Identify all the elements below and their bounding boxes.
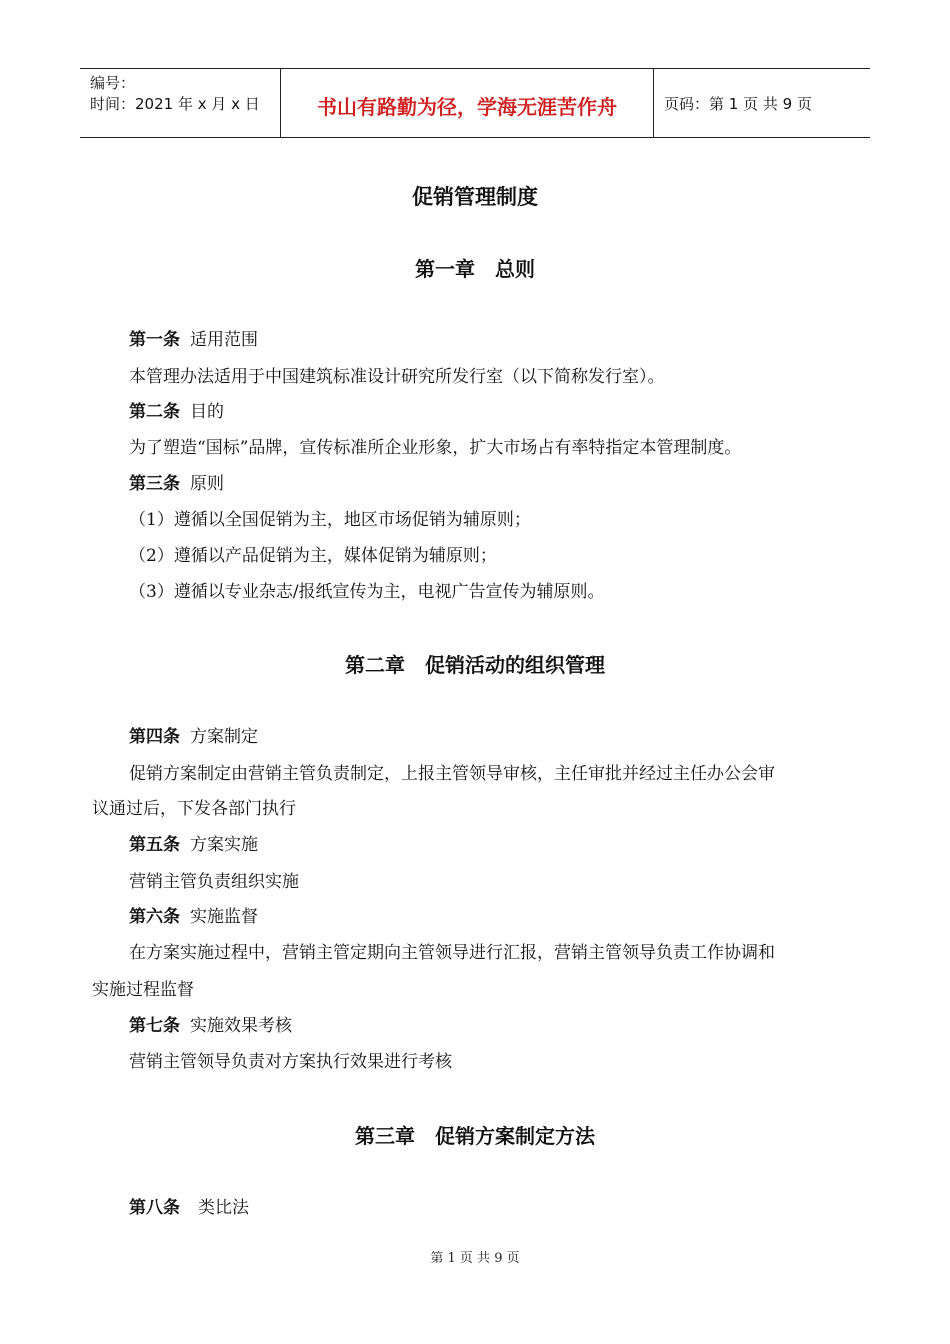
document-title: 促销管理制度	[412, 185, 538, 209]
article-8	[129, 1196, 249, 1220]
article-5-title: 方案实施	[190, 835, 258, 855]
article-6-number: 第六条	[129, 907, 180, 927]
article-7-number: 第七条	[129, 1016, 180, 1036]
paragraph-purpose: 为了塑造“国标”品牌，宣传标准所企业形象，扩大市场占有率特指定本管理制度。	[129, 438, 742, 458]
article-5-number: 第五条	[129, 835, 180, 855]
article-2	[129, 400, 224, 424]
chapter-1-heading: 第一章 总则	[415, 257, 535, 281]
header-number: 编号：	[90, 74, 136, 92]
article-5	[129, 833, 258, 857]
principle-item-2: （2）遵循以产品促销为主，媒体促销为辅原则；	[129, 546, 497, 566]
chapter-3-heading: 第三章 促销方案制定方法	[355, 1124, 595, 1148]
header-meta	[80, 69, 281, 137]
article-8-number: 第八条	[129, 1198, 180, 1218]
header-time: 时间：2021 年 x 月 x 日	[90, 95, 260, 113]
article-6-title: 实施监督	[190, 907, 258, 927]
article-6	[129, 905, 258, 929]
page-footer: 第 1 页 共 9 页	[430, 1251, 520, 1266]
paragraph-supervision-line-2: 实施过程监督	[92, 980, 194, 1000]
header-page-number: 页码：第 1 页 共 9 页	[664, 94, 812, 113]
article-4	[129, 725, 258, 749]
article-2-number: 第二条	[129, 402, 180, 422]
paragraph-plan-line-1: 促销方案制定由营销主管负责制定，上报主管领导审核，主任审批并经过主任办公会审	[129, 764, 775, 784]
article-7-title: 实施效果考核	[190, 1016, 292, 1036]
paragraph-plan-line-2: 议通过后，下发各部门执行	[92, 799, 296, 819]
article-1-title: 适用范围	[190, 330, 258, 350]
article-4-title: 方案制定	[190, 727, 258, 747]
article-1-number: 第一条	[129, 330, 180, 350]
article-3-number: 第三条	[129, 474, 180, 494]
paragraph-scope: 本管理办法适用于中国建筑标准设计研究所发行室（以下简称发行室）。	[129, 367, 665, 387]
chapter-2-heading: 第二章 促销活动的组织管理	[345, 653, 605, 677]
paragraph-supervision-line-1: 在方案实施过程中，营销主管定期向主管领导进行汇报，营销主管领导负责工作协调和	[129, 943, 775, 963]
paragraph-implementation: 营销主管负责组织实施	[129, 872, 299, 892]
principle-item-1: （1）遵循以全国促销为主，地区市场促销为辅原则；	[129, 510, 531, 530]
principle-item-3: （3）遵循以专业杂志/报纸宣传为主，电视广告宣传为辅原则。	[129, 582, 605, 602]
paragraph-evaluation: 营销主管领导负责对方案执行效果进行考核	[129, 1052, 452, 1072]
article-7	[129, 1014, 292, 1038]
article-3	[129, 472, 224, 496]
article-8-title: 类比法	[198, 1198, 249, 1218]
article-3-title: 原则	[190, 474, 224, 494]
article-2-title: 目的	[190, 402, 224, 422]
article-1	[129, 328, 258, 352]
article-4-number: 第四条	[129, 727, 180, 747]
page-header	[80, 68, 870, 138]
header-motto: 书山有路勤为径，学海无涯苦作舟	[281, 69, 654, 137]
